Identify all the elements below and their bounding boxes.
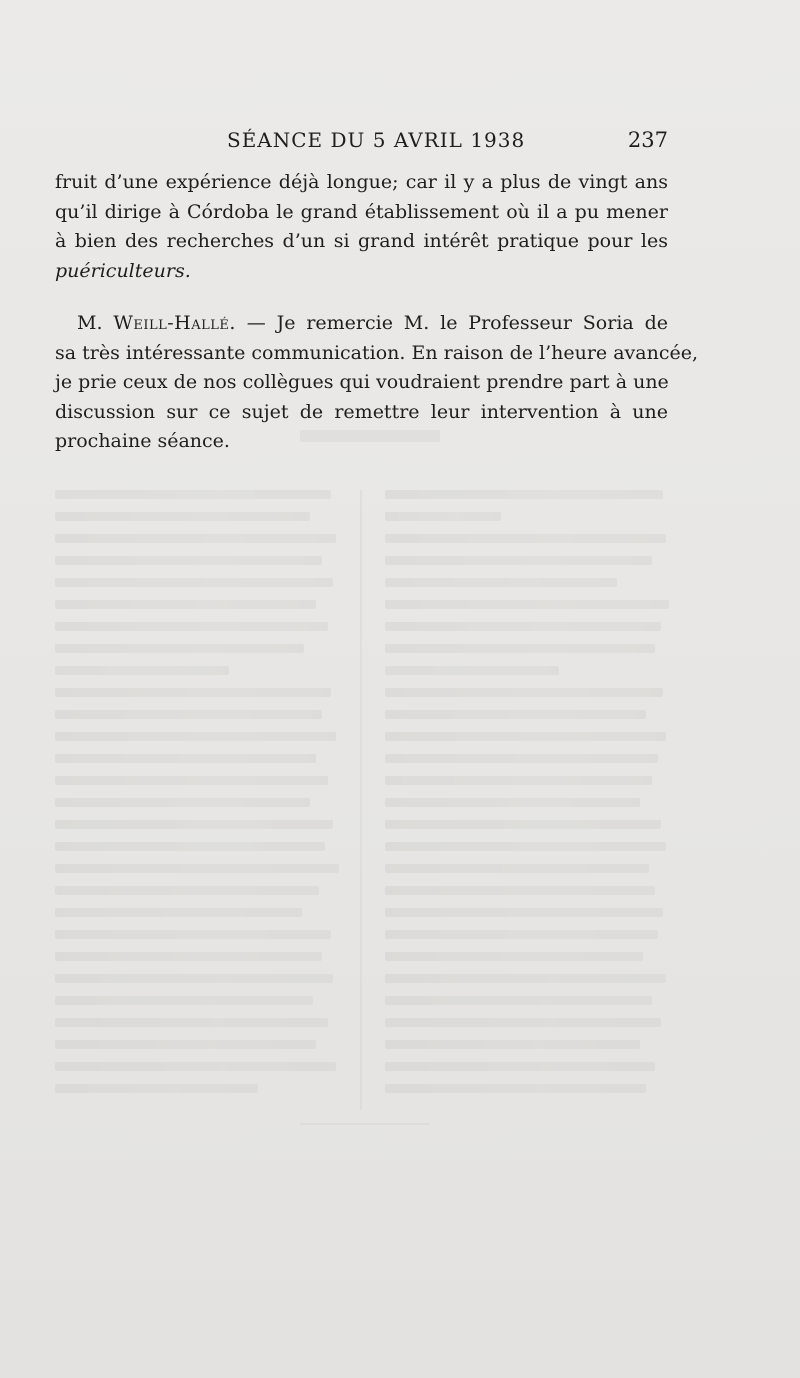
text-line: fruit d’une expérience déjà longue; car il y a plus de vingt ans <box>55 171 668 193</box>
text-line-italic: puériculteurs. <box>55 259 191 282</box>
page-header <box>55 128 668 158</box>
running-head: SÉANCE DU 5 AVRIL 1938 <box>227 128 526 152</box>
speaker-name: Weill-Hallé. <box>113 312 236 334</box>
text-line: à bien des recherches d’un si grand intérêt pratique pour les <box>55 230 668 252</box>
text-line: prochaine séance. <box>55 430 230 452</box>
speaker-line <box>55 309 668 339</box>
paragraph-continuation <box>55 168 668 286</box>
text-line: discussion sur ce sujet de remettre leur intervention à une <box>55 400 668 423</box>
text-line: sa très intéressante communication. En raison de l’heure avancée, <box>55 341 699 364</box>
paragraph-weill-halle <box>55 309 699 457</box>
page-number: 237 <box>627 128 668 152</box>
show-through-reverse-page <box>55 430 680 1130</box>
text-line: qu’il dirige à Córdoba le grand établissement où il a pu mener <box>55 200 668 223</box>
speaker-line-rest: — Je remercie M. le Professeur Soria de <box>235 312 668 334</box>
speaker-prefix: M. <box>77 312 114 334</box>
text-line: je prie ceux de nos collègues qui voudraient prendre part à une <box>55 371 669 393</box>
